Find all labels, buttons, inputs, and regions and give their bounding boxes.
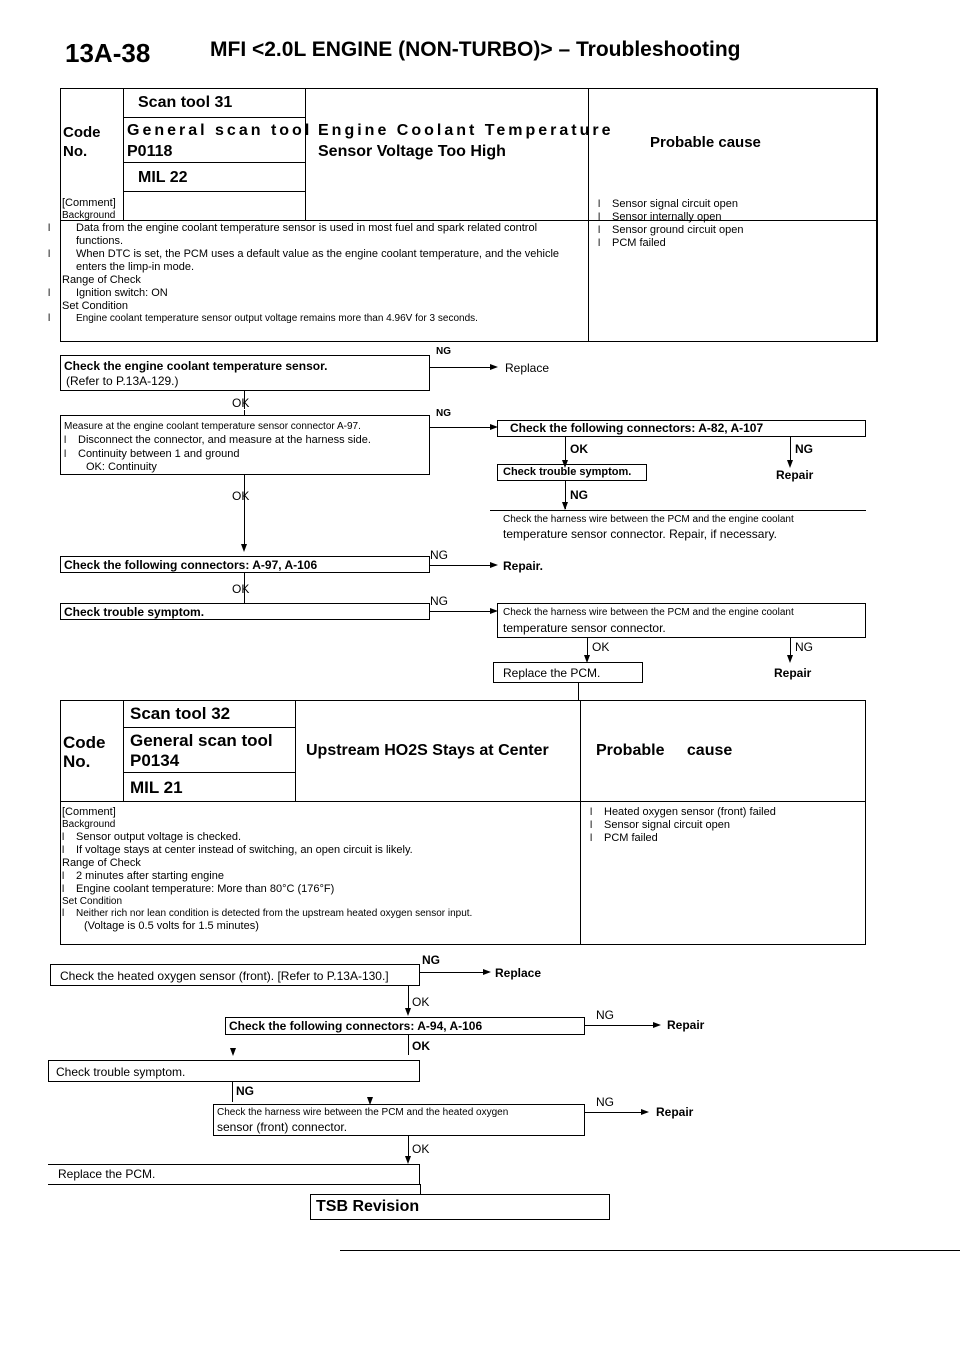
flow1-step1-result: Replace bbox=[505, 361, 550, 375]
dtc2-scan-tool: Scan tool 32 bbox=[130, 704, 231, 723]
dtc2-probable-cause-label: Probable cause bbox=[596, 742, 733, 759]
dtc2-pcode: P0134 bbox=[130, 751, 180, 770]
ng-label: NG bbox=[422, 953, 440, 967]
ng-label: NG bbox=[795, 442, 813, 456]
ok-label: OK bbox=[412, 1142, 430, 1156]
flow1-step2-ok: OK: Continuity bbox=[86, 461, 157, 473]
dtc1-bg-item-0: l Data from the engine coolant temperature sensor is used in most fuel and spark related control functions. bbox=[62, 222, 586, 248]
dtc1-no-label: No. bbox=[63, 143, 88, 160]
flow1-step3-result: Repair. bbox=[503, 559, 544, 573]
dtc1-probable-cause-label: Probable cause bbox=[650, 134, 761, 151]
flow2-step4-result: Repair bbox=[656, 1105, 694, 1119]
flow2-step4-line1: Check the harness wire between the PCM and the heated oxygen bbox=[217, 1107, 509, 1118]
cause-item: l PCM failed bbox=[598, 237, 873, 250]
ng-label: NG bbox=[436, 408, 451, 419]
ok-label: OK bbox=[232, 489, 250, 503]
flow1-step2-item-0: l Disconnect the connector, and measure at the harness side. bbox=[64, 434, 371, 447]
ng-label: NG bbox=[795, 640, 813, 654]
flow2-step1: Check the heated oxygen sensor (front). [Refer to P.13A-130.] bbox=[60, 969, 389, 983]
comment-label: [Comment] bbox=[62, 806, 116, 818]
ok-label: OK bbox=[232, 396, 250, 410]
dtc2-bg-item-0: l Sensor output voltage is checked. bbox=[62, 831, 578, 844]
dtc2-code-label: Code bbox=[63, 733, 106, 752]
cause-item: l Sensor signal circuit open bbox=[590, 819, 862, 832]
flow2-step5: Replace the PCM. bbox=[58, 1167, 156, 1181]
flow2-step4-line2: sensor (front) connector. bbox=[217, 1120, 348, 1134]
cause-item: l Sensor internally open bbox=[598, 211, 873, 224]
dtc1-desc-line1: Engine Coolant Temperature bbox=[318, 122, 614, 139]
ng-label: NG bbox=[570, 488, 588, 502]
flow1-step2-item-1: l Continuity between 1 and ground bbox=[64, 448, 239, 461]
dtc1-comment bbox=[62, 197, 586, 325]
flow2-step3: Check trouble symptom. bbox=[56, 1065, 186, 1079]
background-label: Background bbox=[62, 819, 116, 830]
cause-item: l PCM failed bbox=[590, 832, 862, 845]
cause-item: l Sensor ground circuit open bbox=[598, 224, 873, 237]
ok-label: OK bbox=[412, 1039, 430, 1053]
ng-label: NG bbox=[236, 1084, 254, 1098]
dtc1-range-item-0: l Ignition switch: ON bbox=[62, 287, 586, 300]
dtc2-general-scan-tool: General scan tool bbox=[130, 731, 273, 750]
background-label: Background bbox=[62, 210, 116, 221]
flow1-step4: Check trouble symptom. bbox=[64, 605, 205, 619]
flow1-step5-line1: Check the harness wire between the PCM and the engine coolant bbox=[503, 607, 794, 618]
range-label: Range of Check bbox=[62, 857, 141, 869]
ng-label: NG bbox=[430, 548, 448, 562]
ng-label: NG bbox=[596, 1095, 614, 1109]
dtc1-desc-line2: Sensor Voltage Too High bbox=[318, 143, 506, 160]
comment-label: [Comment] bbox=[62, 197, 116, 209]
footer-tsb-revision: TSB Revision bbox=[316, 1198, 420, 1215]
flow1-branch-c-line2: temperature sensor connector. Repair, if necessary. bbox=[503, 527, 777, 541]
ok-label: OK bbox=[412, 995, 430, 1009]
dtc2-set-item-0: l Neither rich nor lean condition is detected from the upstream heated oxygen sensor input. bbox=[62, 908, 578, 920]
dtc2-mil: MIL 21 bbox=[130, 778, 183, 797]
ng-label: NG bbox=[430, 594, 448, 608]
dtc1-set-item-0: l Engine coolant temperature sensor output voltage remains more than 4.96V for 3 seconds. bbox=[62, 313, 586, 325]
page-number: 13A-38 bbox=[65, 38, 151, 68]
ng-label: NG bbox=[436, 346, 451, 357]
flow1-branch-c-line1: Check the harness wire between the PCM and the engine coolant bbox=[503, 514, 794, 525]
page-title: MFI <2.0L ENGINE (NON-TURBO)> – Troubleshooting bbox=[210, 38, 741, 61]
dtc1-scan-tool: Scan tool 31 bbox=[138, 94, 233, 111]
cause-item: l Sensor signal circuit open bbox=[598, 198, 873, 211]
flow1-step5-line2: temperature sensor connector. bbox=[503, 621, 666, 635]
set-condition-label: Set Condition bbox=[62, 300, 129, 312]
flow1-step1-line2: (Refer to P.13A-129.) bbox=[66, 374, 179, 388]
dtc2-range-item-1: l Engine coolant temperature: More than 80°C (176°F) bbox=[62, 883, 578, 896]
ok-label: OK bbox=[570, 442, 588, 456]
flow1-branch-a: Check the following connectors: A-82, A-107 bbox=[510, 421, 764, 435]
flow1-step3: Check the following connectors: A-97, A-106 bbox=[64, 558, 318, 572]
flow2-step1-result: Replace bbox=[495, 966, 542, 980]
dtc2-comment bbox=[62, 806, 578, 933]
ok-label: OK bbox=[592, 640, 610, 654]
cause-item: l Heated oxygen sensor (front) failed bbox=[590, 806, 862, 819]
dtc1-pcode: P0118 bbox=[127, 143, 173, 160]
flow2-step2: Check the following connectors: A-94, A-106 bbox=[229, 1019, 483, 1033]
dtc1-mil: MIL 22 bbox=[138, 169, 188, 186]
dtc1-code-label: Code bbox=[63, 124, 101, 141]
dtc2-set-note: (Voltage is 0.5 volts for 1.5 minutes) bbox=[84, 920, 259, 932]
dtc2-desc: Upstream HO2S Stays at Center bbox=[306, 742, 549, 759]
flow1-step6-repair: Repair bbox=[774, 666, 812, 680]
dtc2-range-item-0: l 2 minutes after starting engine bbox=[62, 870, 578, 883]
ok-label: OK bbox=[232, 582, 250, 596]
dtc1-general-scan-tool: General scan tool bbox=[127, 122, 313, 139]
ng-label: NG bbox=[596, 1008, 614, 1022]
dtc2-no-label: No. bbox=[63, 752, 91, 771]
flow1-branch-b: Check trouble symptom. bbox=[503, 466, 632, 478]
range-label: Range of Check bbox=[62, 274, 141, 286]
set-condition-label: Set Condition bbox=[62, 896, 123, 907]
flow1-step1-line1: Check the engine coolant temperature sensor. bbox=[64, 359, 328, 373]
flow2-step2-result: Repair bbox=[667, 1018, 705, 1032]
dtc1-bg-item-1: l When DTC is set, the PCM uses a default value as the engine coolant temperature, and the vehicle enters the limp-in mode. bbox=[62, 248, 586, 274]
flow1-step2-line1: Measure at the engine coolant temperature sensor connector A-97. bbox=[64, 421, 361, 432]
dtc2-causes bbox=[590, 806, 862, 845]
flow1-step6: Replace the PCM. bbox=[503, 666, 601, 680]
dtc2-bg-item-1: l If voltage stays at center instead of switching, an open circuit is likely. bbox=[62, 844, 578, 857]
flow1-branch-a-repair: Repair bbox=[776, 468, 814, 482]
dtc1-causes bbox=[598, 198, 873, 250]
